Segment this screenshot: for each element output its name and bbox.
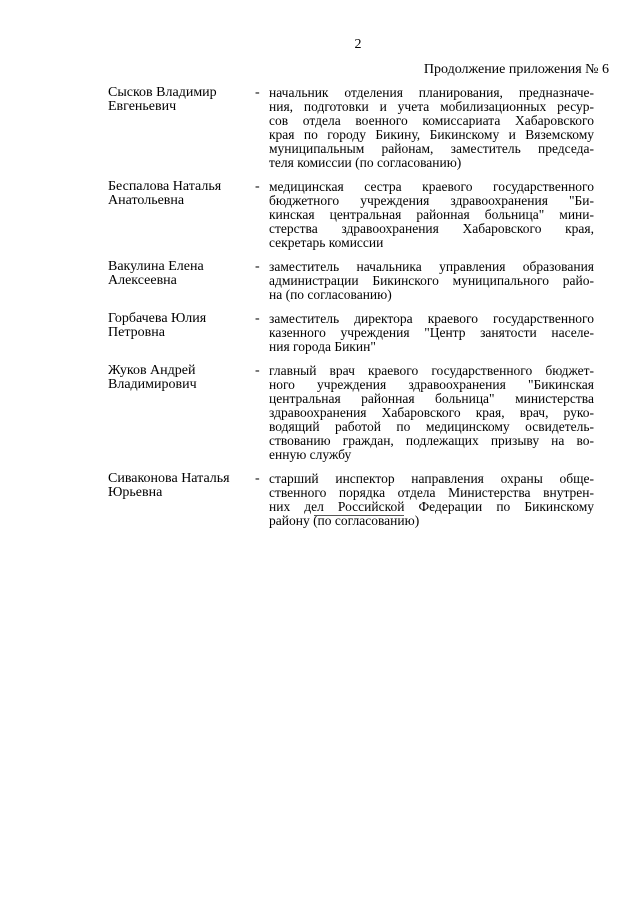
member-row <box>108 472 608 528</box>
member-role-line: края по городу Бикину, Бикинскому и Вяземскому <box>269 127 594 142</box>
member-role-line: кинская центральная районная больница" мини- <box>269 207 594 222</box>
member-role-line: ного учреждения здравоохранения "Бикинская <box>269 377 594 392</box>
member-name-line: Беспалова Наталья <box>108 179 222 194</box>
member-name-line: Сысков Владимир <box>108 85 217 100</box>
member-role-line: них дел Российской Федерации по Бикинскому <box>269 499 594 514</box>
member-role-line: бюджетного учреждения здравоохранения "Би- <box>269 193 594 208</box>
member-dash: - <box>255 179 260 194</box>
member-dash: - <box>255 471 260 486</box>
member-dash: - <box>255 259 260 274</box>
member-role <box>269 180 594 250</box>
member-row <box>108 180 608 250</box>
member-role-line: водящий работой по медицинскому освидетель- <box>269 419 594 434</box>
member-role <box>269 364 594 462</box>
member-role-line: администрации Бикинского муниципального райо- <box>269 273 594 288</box>
member-role-line: секретарь комиссии <box>269 235 384 250</box>
member-row <box>108 86 608 170</box>
member-role-line: центральная районная больница" министерства <box>269 391 594 406</box>
member-role-line: сов отдела военного комиссариата Хабаровского <box>269 113 594 128</box>
member-role-line: стерства здравоохранения Хабаровского края, <box>269 221 594 236</box>
member-name <box>108 364 255 462</box>
member-role-line: заместитель директора краевого государственного <box>269 311 594 326</box>
member-role-line: начальник отделения планирования, предназначе- <box>269 85 594 100</box>
member-role <box>269 312 594 354</box>
member-name-line: Петровна <box>108 325 165 340</box>
end-divider <box>314 515 404 516</box>
member-name <box>108 260 255 302</box>
member-role-line: ственного порядка отдела Министерства внутрен- <box>269 485 594 500</box>
member-name <box>108 86 255 170</box>
member-role-line: району (по согласованию) <box>269 513 420 528</box>
member-name-line: Алексеевна <box>108 273 177 288</box>
member-role-line: казенного учреждения "Центр занятости населе- <box>269 325 594 340</box>
member-dash: - <box>255 363 260 378</box>
member-row <box>108 364 608 462</box>
member-name-line: Юрьевна <box>108 485 163 500</box>
member-name-line: Анатольевна <box>108 193 185 208</box>
member-name-line: Вакулина Елена <box>108 259 204 274</box>
member-role <box>269 472 594 528</box>
member-name <box>108 312 255 354</box>
member-role-line: ния города Бикин" <box>269 339 376 354</box>
member-row <box>108 312 608 354</box>
page-number: 2 <box>354 37 362 52</box>
member-name-line: Евгеньевич <box>108 99 177 114</box>
member-role-line: енную службу <box>269 447 352 462</box>
member-role-line: медицинская сестра краевого государственного <box>269 179 594 194</box>
commission-member-list <box>108 86 608 538</box>
member-name <box>108 180 255 250</box>
member-name-line: Владимирович <box>108 377 197 392</box>
member-role <box>269 86 594 170</box>
member-role-line: здравоохранения Хабаровского края, врач, руко- <box>269 405 594 420</box>
member-dash: - <box>255 311 260 326</box>
member-name-line: Сиваконова Наталья <box>108 471 230 486</box>
member-role-line: муниципальным районам, заместитель председа- <box>269 141 594 156</box>
member-row <box>108 260 608 302</box>
member-name-line: Горбачева Юлия <box>108 311 207 326</box>
member-role-line: старший инспектор направления охраны обще- <box>269 471 594 486</box>
member-name <box>108 472 255 528</box>
member-name-line: Жуков Андрей <box>108 363 196 378</box>
member-role-line: ствованию граждан, подлежащих призыву на во- <box>269 433 594 448</box>
member-role-line: заместитель начальника управления образования <box>269 259 594 274</box>
member-role-line: на (по согласованию) <box>269 287 392 302</box>
appendix-continuation-label: Продолжение приложения № 6 <box>423 62 609 77</box>
member-role-line: теля комиссии (по согласованию) <box>269 155 462 170</box>
member-role-line: главный врач краевого государственного бюджет- <box>269 363 594 378</box>
member-role-line: ния, подготовки и учета мобилизационных ресур- <box>269 99 594 114</box>
member-role <box>269 260 594 302</box>
member-dash: - <box>255 85 260 100</box>
